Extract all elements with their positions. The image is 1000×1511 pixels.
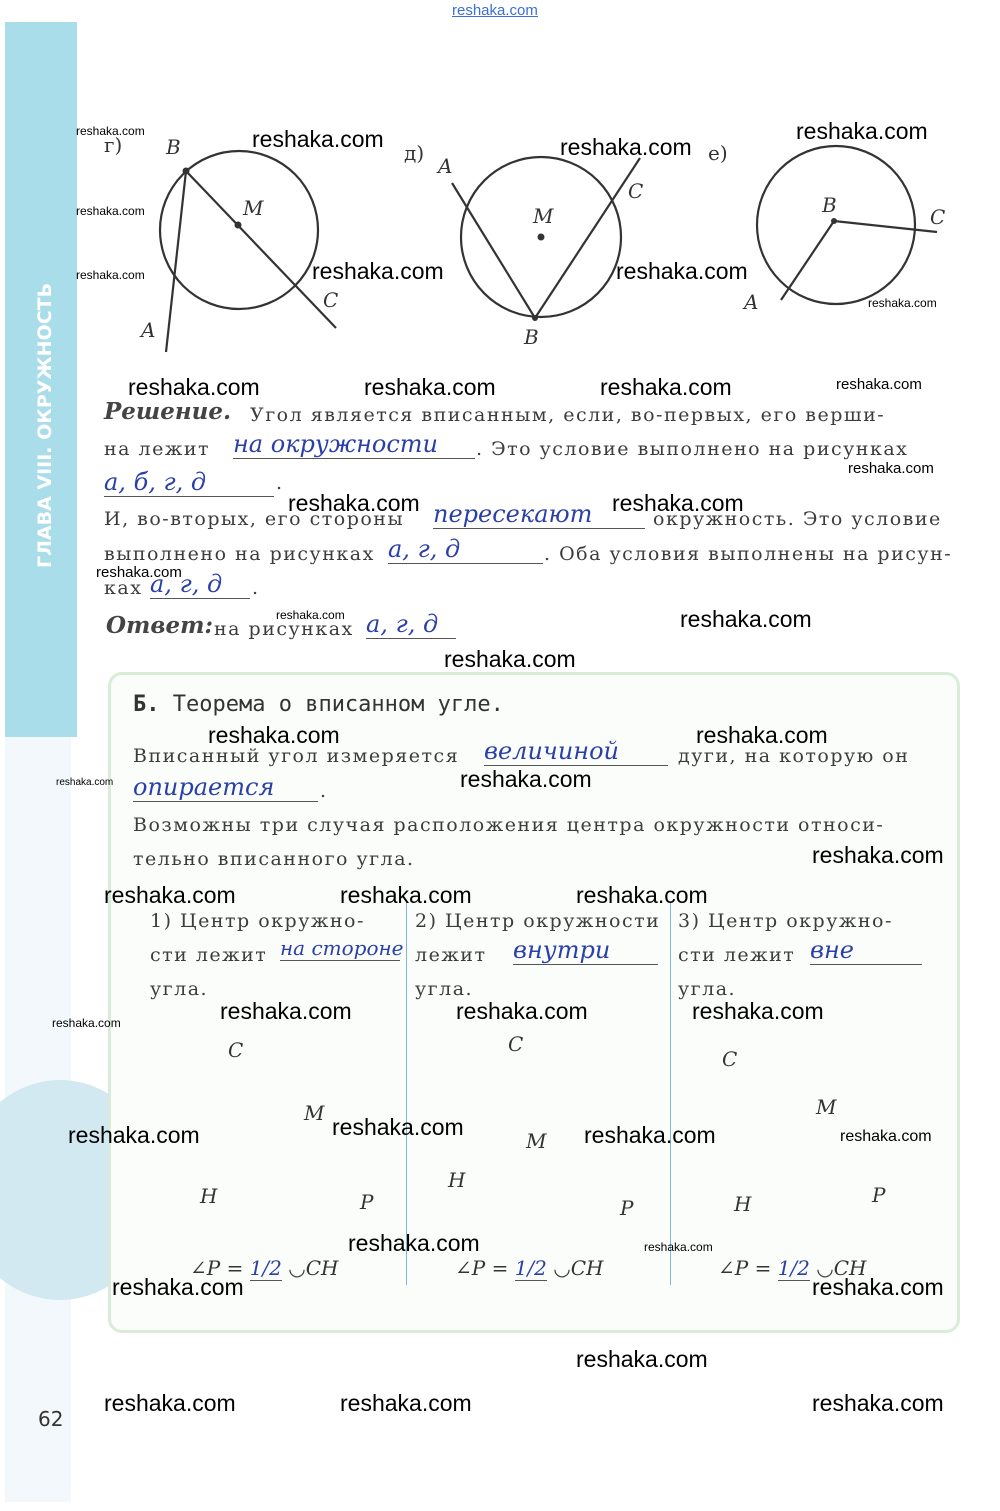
solution-line5-post: . Оба условия выполнены на рисун- [544,543,953,565]
case1-label-m: M [304,1101,325,1125]
case1-label-h: H [200,1184,218,1208]
source-link[interactable]: reshaka.com [452,2,538,19]
watermark: reshaka.com [840,1128,932,1145]
theorem-line1-pre: Вписанный угол измеряется [133,745,460,767]
theorem-line3: Возможны три случая расположения центра окружности относи- [133,814,885,836]
answer-pre: на рисунках [214,618,354,640]
solution-line4-pre: И, во-вторых, его стороны [104,508,405,530]
case3-formula-post: ◡CH [816,1256,867,1280]
figure-d-letter: д) [404,141,425,165]
theorem-title [133,692,504,717]
figure-e-letter: е) [708,141,728,165]
case2-line2-pre: лежит [415,944,487,966]
watermark: reshaka.com [112,1274,244,1300]
case2-label-m: M [526,1129,547,1153]
solution-line3-dot: . [276,472,284,494]
watermark: reshaka.com [332,1114,464,1140]
page-number: 62 [38,1407,64,1431]
figure-e-label-b: B [822,193,837,217]
theorem-line4: тельно вписанного угла. [133,848,415,870]
figure-g-ray-ba [166,171,186,352]
case1-formula-pre: ∠P = [190,1256,244,1280]
case1-formula-fill[interactable]: 1/2 [249,1256,282,1280]
case1-label-p: P [360,1190,374,1214]
watermark: reshaka.com [220,998,352,1024]
case2-formula-fill[interactable]: 1/2 [514,1256,547,1280]
figure-d-label-c: C [628,179,644,203]
case3-label-c: C [722,1047,738,1071]
case2-fill[interactable]: внутри [513,936,658,965]
figure-d-ray-ba [452,183,535,318]
figure-g-label-a: A [141,318,156,342]
theorem-fill-rests[interactable]: опирается [133,773,318,802]
solution-fill-figures-2[interactable]: а, г, д [388,535,543,564]
watermark: reshaka.com [68,1122,200,1148]
watermark: reshaka.com [584,1122,716,1148]
watermark: reshaka.com [364,374,496,400]
case2-line1: 2) Центр окружности [415,910,661,932]
case2-formula-post: ◡CH [553,1256,604,1280]
watermark: reshaka.com [576,882,708,908]
watermark: reshaka.com [812,1274,944,1300]
case3-line1: 3) Центр окружно- [678,910,893,932]
case1-label-c: C [228,1038,244,1062]
watermark: reshaka.com [460,766,592,792]
case1-fill[interactable]: на стороне [280,936,404,960]
theorem-title-letter: Б. [133,692,160,717]
watermark: reshaka.com [276,608,345,622]
case-divider-2 [670,902,671,1285]
watermark: reshaka.com [340,882,472,908]
watermark: reshaka.com [692,998,824,1024]
case1-formula-post: ◡CH [288,1256,339,1280]
watermark: reshaka.com [96,564,182,581]
case3-fill[interactable]: вне [810,936,922,965]
watermark: reshaka.com [836,376,922,393]
case3-line2-pre: сти лежит [678,944,796,966]
figure-e-ray-ba [781,221,834,300]
watermark: reshaka.com [696,722,828,748]
solution-fill-figures-3[interactable]: а, г, д [150,570,250,599]
case1-line1: 1) Центр окружно- [150,910,365,932]
figure-g-ray-bc [186,171,339,328]
case3-label-h: H [734,1192,752,1216]
case2-label-p: P [620,1196,634,1220]
watermark: reshaka.com [616,258,748,284]
figure-g-letter: г) [104,133,123,157]
case2-formula-pre: ∠P = [455,1256,509,1280]
case3-label-p: P [872,1183,886,1207]
watermark: reshaka.com [644,1240,713,1254]
watermark: reshaka.com [812,842,944,868]
case2-label-h: H [448,1168,466,1192]
watermark: reshaka.com [208,722,340,748]
case3-line3: угла. [678,978,737,1000]
chapter-title: ГЛАВА VIII. ОКРУЖНОСТЬ [34,282,56,568]
figure-d-center-m [538,234,545,241]
case2-line3: угла. [415,978,474,1000]
watermark: reshaka.com [560,134,692,160]
solution-line6-pre: ках [104,577,143,599]
watermark: reshaka.com [312,258,444,284]
case-divider-1 [406,902,407,1285]
case3-formula-pre: ∠P = [718,1256,772,1280]
figure-g-vertex-b [183,168,190,175]
case1-line2-pre: сти лежит [150,944,268,966]
watermark: reshaka.com [796,118,928,144]
watermark: reshaka.com [348,1230,480,1256]
watermark: reshaka.com [56,777,114,788]
figure-g-label-b: B [166,135,181,159]
case1-line3: угла. [150,978,209,1000]
solution-line2-pre: на лежит [104,438,210,460]
watermark: reshaka.com [848,460,934,477]
solution-fill-vertex[interactable]: на окружности [233,430,475,459]
figure-d-label-m: M [533,204,554,228]
figure-d-label-a: A [438,154,453,178]
solution-line6-dot: . [252,577,260,599]
watermark: reshaka.com [128,374,260,400]
watermark: reshaka.com [612,490,744,516]
answer-fill[interactable]: а, г, д [366,610,456,639]
case2-label-c: C [508,1032,524,1056]
figure-d-vertex-b [532,315,538,321]
theorem-line1-post: дуги, на которую он [678,745,910,767]
figure-g-label-c: C [323,288,339,312]
watermark: reshaka.com [812,1390,944,1416]
watermark: reshaka.com [456,998,588,1024]
answer-label: Ответ: [106,612,213,639]
solution-fill-sides[interactable]: пересекают [433,500,645,529]
watermark: reshaka.com [76,268,145,282]
watermark: reshaka.com [600,374,732,400]
theorem-fill-measure[interactable]: величиной [484,737,668,766]
solution-line2-post: . Это условие выполнено на рисунках [476,438,909,460]
watermark: reshaka.com [444,646,576,672]
figure-e-label-c: C [930,205,946,229]
solution-line5-pre: выполнено на рисунках [104,543,375,565]
watermark: reshaka.com [680,606,812,632]
figure-e-vertex-b [831,218,837,224]
watermark: reshaka.com [104,882,236,908]
figure-e-label-a: A [744,290,759,314]
figure-d-ray-bc [535,158,640,318]
figure-e-ray-bc [834,221,937,232]
theorem-title-text: Теорема о вписанном угле. [172,692,504,717]
solution-line1: Угол является вписанным, если, во-первых, его верши- [250,404,886,426]
watermark: reshaka.com [104,1390,236,1416]
watermark: reshaka.com [340,1390,472,1416]
watermark: reshaka.com [76,204,145,218]
solution-fill-figures-1[interactable]: а, б, г, д [104,468,274,497]
watermark: reshaka.com [52,1016,121,1030]
case3-formula-fill[interactable]: 1/2 [777,1256,810,1280]
watermark: reshaka.com [76,124,145,138]
figure-g-label-m: M [243,196,264,220]
solution-heading: Решение. [104,398,232,425]
case3-label-m: M [816,1095,837,1119]
figure-d-label-b: B [524,325,539,349]
watermark: reshaka.com [252,126,384,152]
watermark: reshaka.com [868,296,937,310]
watermark: reshaka.com [288,490,420,516]
theorem-line2-dot: . [320,780,328,802]
figure-g-center-m [235,222,242,229]
figure-e-circle [757,146,915,304]
case2-formula [455,1256,603,1280]
watermark: reshaka.com [576,1346,708,1372]
solution-line4-post: окружность. Это условие [653,508,942,530]
